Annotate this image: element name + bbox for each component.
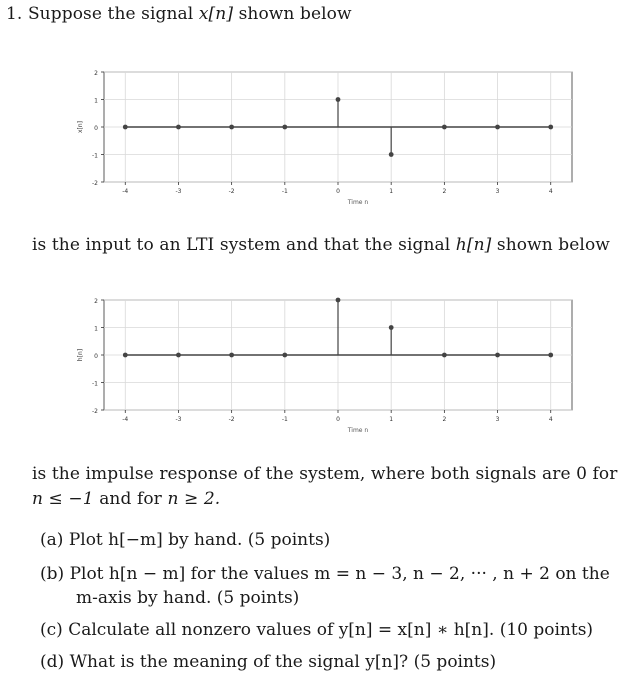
x-tick-label: 4	[548, 416, 553, 423]
y-tick-label: 0	[94, 125, 98, 132]
stem-marker	[442, 353, 447, 358]
x-tick-label: -1	[281, 416, 288, 423]
part-a-label: (a)	[40, 530, 64, 550]
x-tick-label: 3	[495, 188, 500, 195]
part-c-label: (c)	[40, 620, 63, 640]
problem-intro-line	[6, 4, 352, 24]
y-tick-label: -2	[92, 180, 98, 187]
part-c-text: Calculate all nonzero values of y[n] = x[n] ∗ h[n]. (10 points)	[68, 620, 594, 640]
part-d	[40, 652, 496, 672]
mid-suffix: shown below	[496, 235, 610, 255]
y-tick-label: -1	[92, 380, 98, 388]
x-tick-label: 3	[495, 416, 500, 423]
plot-h-n	[0, 292, 640, 434]
stem-marker	[495, 353, 500, 358]
y-tick-label: 2	[94, 70, 98, 77]
x-tick-label: -4	[122, 188, 129, 195]
stem-marker	[176, 353, 181, 358]
stem-marker	[123, 353, 128, 358]
y-tick-label: 1	[94, 97, 98, 105]
stem-marker	[389, 325, 394, 330]
y-tick-label: -1	[92, 152, 98, 160]
x-tick-label: -3	[175, 416, 182, 423]
part-d-label: (d)	[40, 652, 65, 672]
part-a	[40, 530, 330, 550]
x-tick-label: -4	[122, 416, 129, 423]
problem-mid-line	[32, 235, 610, 255]
x-tick-label: -2	[228, 416, 235, 423]
x-tick-label: 1	[389, 188, 394, 195]
stem-marker	[389, 152, 394, 157]
stem-marker	[442, 125, 447, 130]
x-tick-label: -2	[228, 188, 235, 195]
stem-marker	[495, 125, 500, 130]
stem-marker	[123, 125, 128, 130]
x-axis-label: Time n	[347, 427, 369, 434]
stem-marker	[548, 125, 553, 130]
y-tick-label: 1	[94, 325, 98, 333]
plot-h-container	[0, 292, 640, 438]
stem-marker	[229, 353, 234, 358]
x-axis-label: Time n	[347, 199, 369, 206]
x-tick-label: -3	[175, 188, 182, 195]
plot-x-container	[0, 64, 640, 210]
part-b-label: (b)	[40, 564, 65, 584]
x-tick-label: 1	[389, 416, 394, 423]
after-line-1: is the impulse response of the system, where both signals are 0 for	[32, 464, 618, 484]
intro-prefix: Suppose the signal	[27, 4, 194, 24]
part-b-cont: m-axis by hand. (5 points)	[76, 588, 300, 608]
x-tick-label: 2	[442, 416, 447, 423]
stem-marker	[282, 125, 287, 130]
mid-signal-h: h[n]	[455, 235, 492, 255]
intro-signal-x: x[n]	[198, 4, 234, 24]
part-b	[40, 564, 610, 584]
part-d-text: What is the meaning of the signal y[n]? (5 points)	[69, 652, 497, 672]
y-axis-label: x[n]	[77, 120, 84, 134]
after-line-2	[32, 489, 220, 509]
intro-suffix: shown below	[238, 4, 352, 24]
plot-x-n	[0, 64, 640, 206]
condition-2: n ≥ 2.	[167, 489, 221, 509]
x-tick-label: 2	[442, 188, 447, 195]
part-a-text: Plot h[−m] by hand. (5 points)	[68, 530, 331, 550]
x-tick-label: -1	[281, 188, 288, 195]
y-tick-label: -2	[92, 408, 98, 415]
problem-number: 1.	[6, 4, 23, 24]
stem-marker	[176, 125, 181, 130]
x-tick-label: 4	[548, 188, 553, 195]
stem-marker	[336, 298, 341, 303]
x-tick-label: 0	[336, 416, 340, 423]
condition-and: and for	[99, 489, 162, 509]
y-tick-label: 2	[94, 298, 98, 305]
mid-prefix: is the input to an LTI system and that the signal	[32, 235, 451, 255]
y-axis-label: h[n]	[77, 348, 84, 362]
stem-marker	[282, 353, 287, 358]
stem-marker	[229, 125, 234, 130]
condition-1: n ≤ −1	[32, 489, 94, 509]
part-b-text: Plot h[n − m] for the values m = n − 3, n − 2, ··· , n + 2 on the	[69, 564, 610, 584]
stem-marker	[548, 353, 553, 358]
y-tick-label: 0	[94, 353, 98, 360]
stem-marker	[336, 97, 341, 102]
x-tick-label: 0	[336, 188, 340, 195]
part-c	[40, 620, 593, 640]
